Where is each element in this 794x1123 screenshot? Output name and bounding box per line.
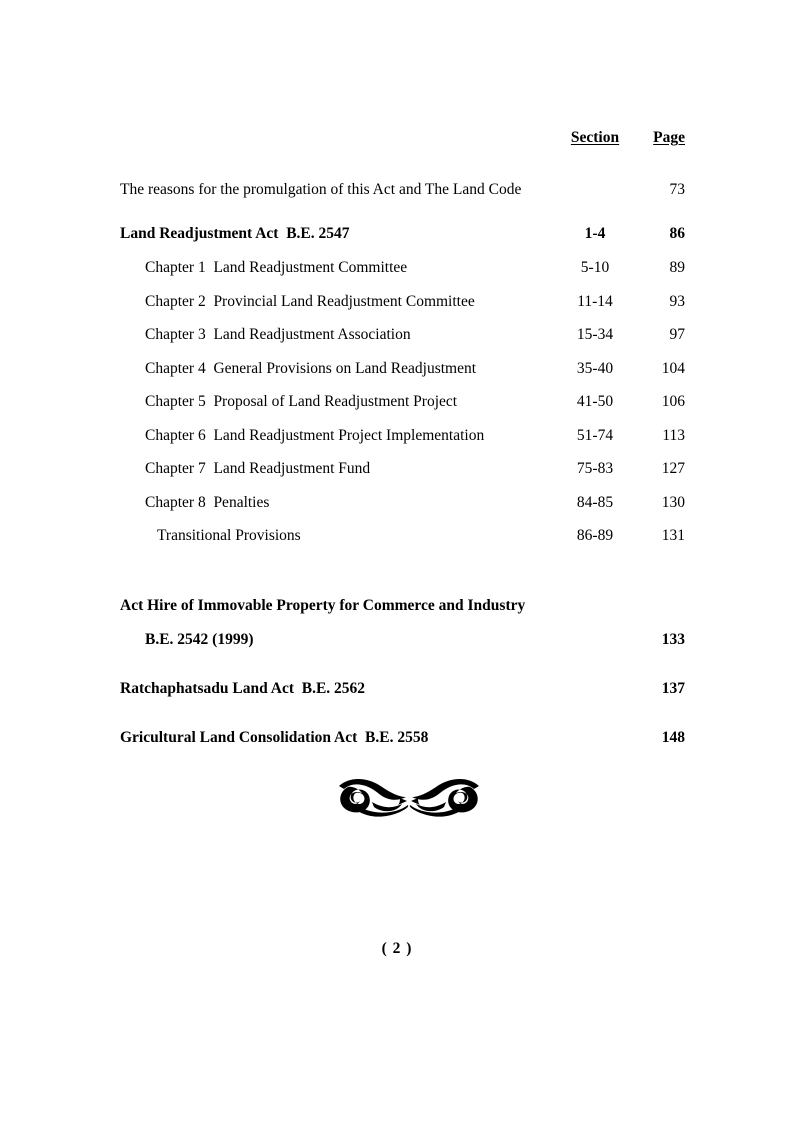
toc-row	[120, 292, 685, 312]
toc-entry-section	[555, 596, 635, 616]
toc-row	[120, 526, 685, 546]
toc-entry-title: Chapter 4 General Provisions on Land Readjustment	[145, 359, 477, 377]
toc-entry-section	[555, 180, 635, 200]
toc-entry-section	[555, 679, 635, 699]
toc-row	[120, 493, 685, 513]
toc-entry-page: 148	[661, 729, 685, 746]
toc-entry-section: 1-4	[584, 225, 606, 242]
toc-header-row	[120, 128, 685, 148]
toc-entry-section: 41-50	[576, 393, 614, 410]
toc-entry-title: Chapter 2 Provincial Land Readjustment Committee	[145, 292, 475, 310]
toc-row	[120, 392, 685, 412]
toc-row	[120, 426, 685, 446]
toc-entry-title: Land Readjustment Act B.E. 2547	[120, 225, 350, 242]
toc-entry-title: Ratchaphatsadu Land Act B.E. 2562	[120, 680, 366, 697]
toc-entry-title: Act Hire of Immovable Property for Commerce and Industry	[120, 597, 526, 614]
toc-entry-page: 89	[669, 259, 685, 276]
toc-entry-title: Chapter 1 Land Readjustment Committee	[145, 259, 408, 276]
toc-entry-section	[555, 630, 635, 650]
toc-entry-title: Chapter 7 Land Readjustment Fund	[145, 460, 371, 477]
toc-entry-page: 113	[662, 426, 685, 444]
toc-row	[120, 359, 685, 379]
toc-row	[120, 224, 685, 244]
toc-entry-page: 133	[661, 631, 685, 648]
toc-row	[120, 630, 685, 650]
toc-row	[120, 679, 685, 699]
toc-entry-title: Chapter 6 Land Readjustment Project Implementation	[145, 426, 485, 444]
tribal-flourish-ornament-icon	[0, 774, 794, 823]
toc-row	[120, 180, 685, 200]
toc-entry-page: 127	[661, 460, 685, 477]
toc-entry-section: 75-83	[576, 460, 614, 477]
toc-entry-page: 97	[669, 326, 685, 343]
toc-entry-title: B.E. 2542 (1999)	[145, 631, 254, 648]
page-number: ( 2 )	[381, 940, 413, 957]
toc-row	[120, 258, 685, 278]
toc-entry-page: 137	[661, 680, 685, 697]
toc-entry-page: 86	[669, 225, 685, 242]
toc-entry-page: 93	[669, 292, 685, 310]
toc-entry-section: 5-10	[580, 259, 610, 276]
toc-entry-page: 73	[669, 181, 685, 198]
toc-header-page: Page	[653, 129, 685, 146]
toc-entry-title: Chapter 5 Proposal of Land Readjustment Project	[145, 393, 458, 410]
toc-row	[120, 728, 685, 748]
toc-entry-section: 84-85	[576, 493, 614, 511]
toc-entry-title: Chapter 8 Penalties	[145, 493, 270, 511]
toc-entry-section: 15-34	[576, 326, 614, 343]
toc-entry-section: 86-89	[576, 527, 614, 544]
toc-header-spacer	[120, 128, 555, 148]
toc-entry-section: 51-74	[576, 426, 614, 444]
toc-entry-section: 35-40	[576, 359, 614, 377]
toc-header-section: Section	[570, 129, 620, 146]
toc-entry-title: Transitional Provisions	[157, 527, 301, 544]
toc-entry-page: 131	[661, 527, 685, 544]
toc-entry-title: Gricultural Land Consolidation Act B.E. 2558	[120, 729, 429, 746]
toc-entry-section: 11-14	[577, 292, 613, 310]
toc-entry-section	[555, 728, 635, 748]
toc-row	[120, 596, 685, 616]
toc-entry-page: 106	[661, 393, 685, 410]
toc-entry-page: 104	[661, 359, 685, 377]
toc-entry-page: 130	[661, 493, 685, 511]
toc-entry-page	[635, 596, 685, 616]
toc-row	[120, 325, 685, 345]
toc-row	[120, 459, 685, 479]
toc-entry-title: The reasons for the promulgation of this Act and The Land Code	[120, 181, 522, 198]
toc-entry-title: Chapter 3 Land Readjustment Association	[145, 326, 411, 343]
